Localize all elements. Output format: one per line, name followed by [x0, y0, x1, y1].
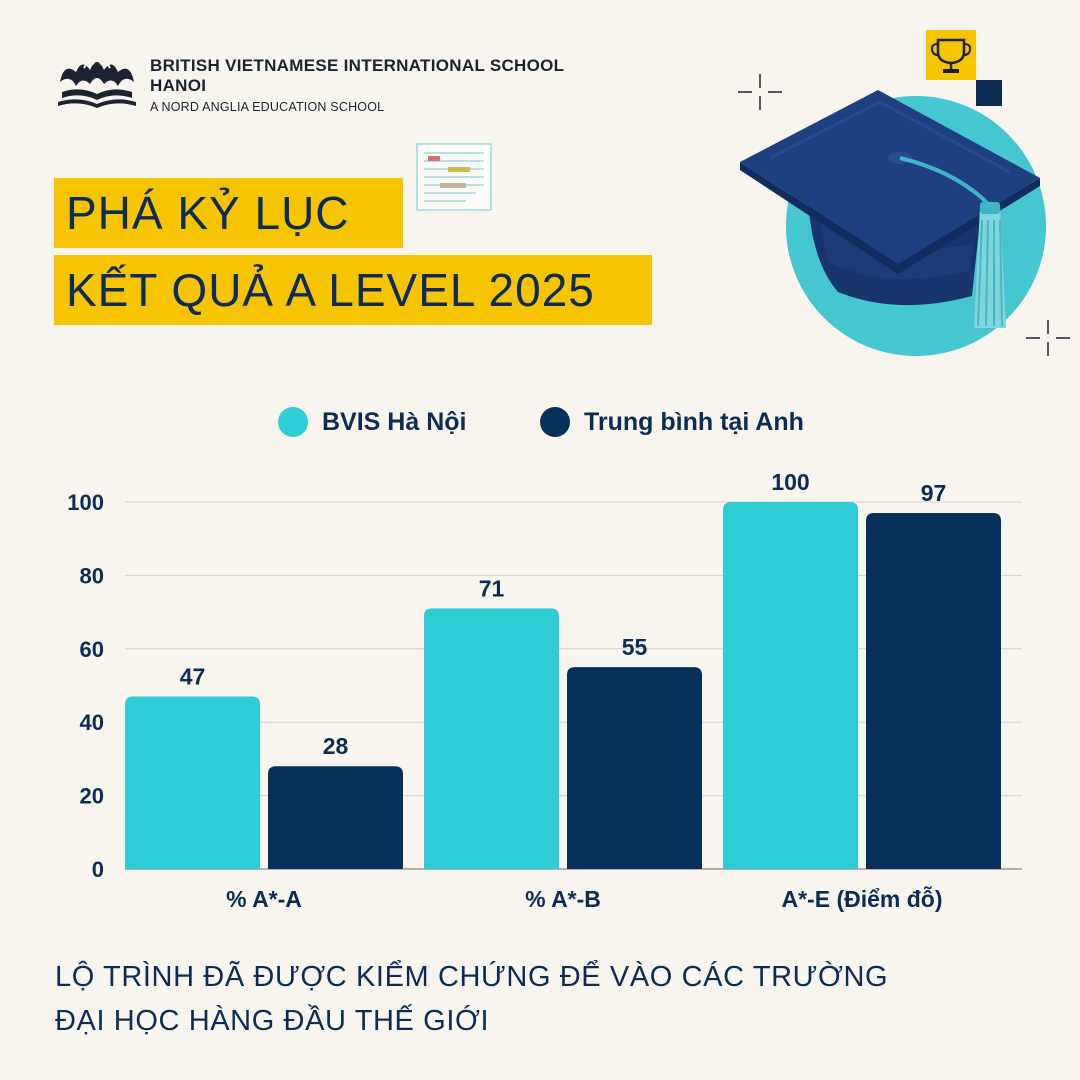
- y-tick-label: 40: [79, 710, 104, 736]
- school-name-line2: HANOI: [150, 76, 207, 95]
- x-tick-label: A*-E (Điểm đỗ): [781, 886, 943, 912]
- footer-tagline: [55, 955, 888, 1043]
- trophy-icon: [926, 30, 976, 80]
- bar: [424, 608, 559, 869]
- data-label: 28: [322, 733, 349, 760]
- bar-chart: [0, 460, 1080, 930]
- bar: [125, 697, 260, 869]
- legend-label: BVIS Hà Nội: [322, 407, 467, 436]
- y-tick-label: 80: [79, 563, 104, 589]
- data-label: 55: [621, 634, 648, 661]
- legend-swatch-teal: [278, 407, 308, 437]
- school-subtitle: A NORD ANGLIA EDUCATION SCHOOL: [150, 100, 385, 114]
- bar: [567, 667, 702, 869]
- y-tick-label: 0: [91, 857, 104, 882]
- title-line-2: KẾT QUẢ A LEVEL 2025: [54, 255, 652, 325]
- y-tick-label: 20: [79, 783, 104, 809]
- school-name-line1: BRITISH VIETNAMESE INTERNATIONAL SCHOOL: [150, 56, 565, 75]
- x-tick-label: % A*-B: [525, 886, 601, 912]
- title-line-1: PHÁ KỶ LỤC: [54, 178, 403, 248]
- footer-line-2: ĐẠI HỌC HÀNG ĐẦU THẾ GIỚI: [55, 1005, 490, 1037]
- graduation-cap-illustration: [730, 30, 1070, 370]
- x-tick-label: % A*-A: [226, 886, 302, 912]
- y-tick-label: 100: [67, 490, 104, 515]
- footer-line-1: LỘ TRÌNH ĐÃ ĐƯỢC KIỂM CHỨNG ĐỂ VÀO CÁC TRƯỜNG: [55, 961, 889, 993]
- legend-item-bvis: [278, 402, 466, 442]
- data-label: 47: [179, 663, 206, 690]
- data-label: 100: [771, 469, 810, 495]
- bar: [723, 502, 858, 869]
- legend-item-uk-average: [540, 402, 804, 442]
- legend-swatch-navy: [540, 407, 570, 437]
- data-label: 97: [920, 480, 947, 507]
- school-name: [150, 56, 564, 96]
- data-label: 71: [478, 575, 505, 602]
- bar: [866, 513, 1001, 869]
- legend-label: Trung bình tại Anh: [584, 407, 804, 436]
- y-tick-label: 60: [79, 636, 104, 662]
- navy-square: [976, 80, 1002, 106]
- document-icon: [416, 143, 492, 211]
- school-logo: [54, 52, 140, 114]
- bar: [268, 766, 403, 869]
